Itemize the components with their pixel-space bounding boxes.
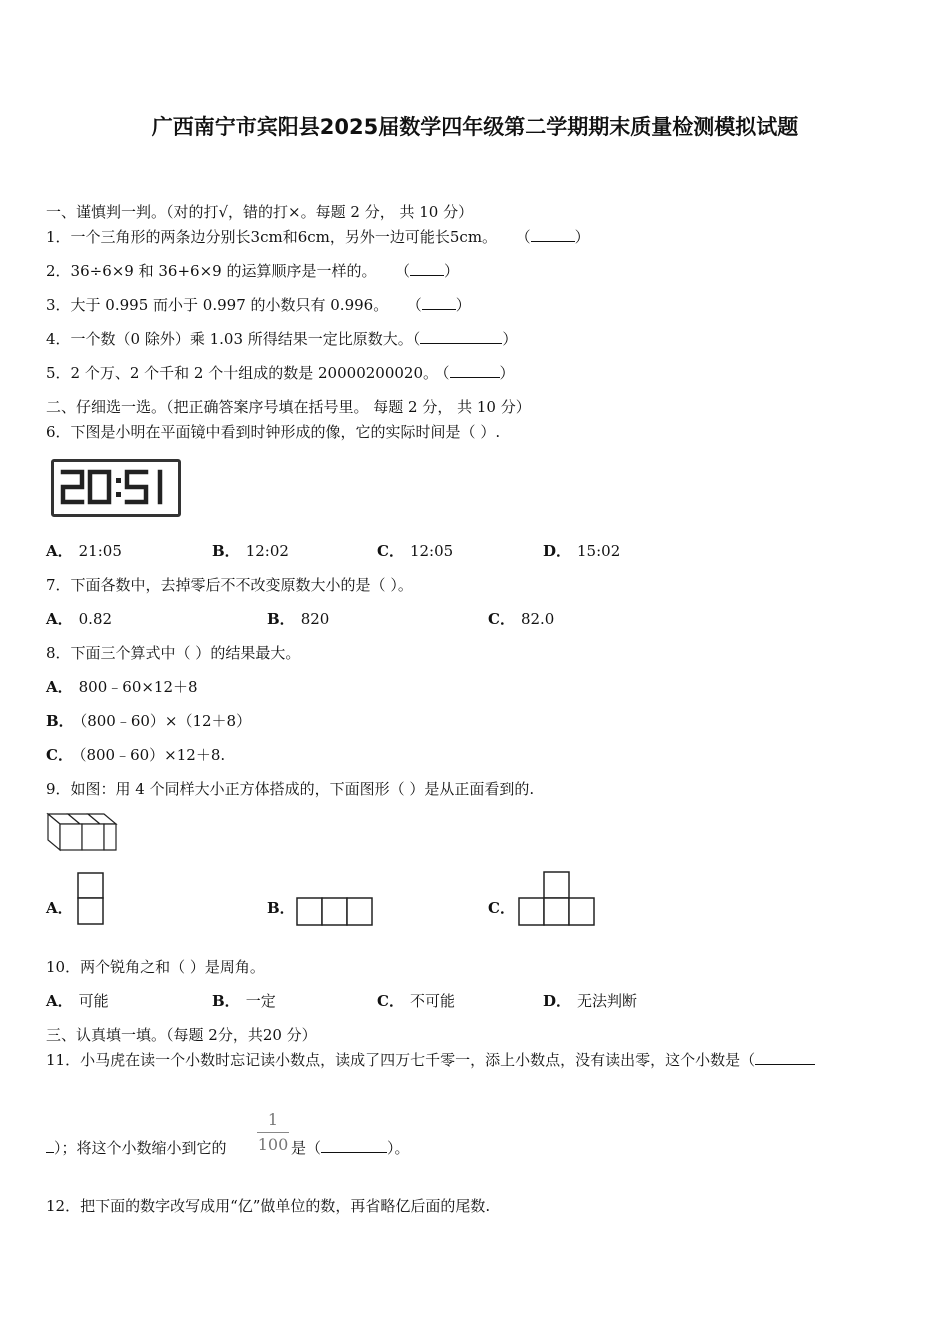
q10-option-b[interactable]: B． 一定 — [212, 992, 276, 1010]
question-1-text: 1．一个三角形的两条边分别长3cm和6cm，另外一边可能长5cm。 — [46, 228, 498, 246]
question-11-line1 — [46, 1051, 815, 1069]
q6-option-d[interactable]: D． 15:02 — [543, 542, 621, 560]
paren-left: （ — [412, 330, 421, 348]
q6-option-c[interactable]: C． 12:05 — [377, 542, 454, 560]
q9-option-b-label[interactable]: B． — [267, 899, 295, 917]
answer-blank-2[interactable] — [410, 262, 444, 276]
question-2 — [46, 262, 459, 280]
question-3 — [46, 296, 471, 314]
section-3-heading: 三、认真填一填。（每题 2分，共20 分） — [46, 1026, 317, 1044]
digit-0 — [90, 472, 109, 502]
question-10-text: 10．两个锐角之和（ ）是周角。 — [46, 958, 265, 976]
fraction-numerator: 1 — [267, 1110, 279, 1129]
question-9-text: 9．如图：用 4 个同样大小正方体搭成的，下面图形（ ）是从正面看到的. — [46, 780, 535, 798]
question-5 — [46, 364, 515, 382]
section-1-heading: 一、谨慎判一判。（对的打√，错的打×。每题 2 分， 共 10 分） — [46, 203, 474, 221]
paren-left: （ — [442, 364, 450, 382]
q7-option-b[interactable]: B． 820 — [267, 610, 330, 628]
question-8-text: 8．下面三个算式中（ ）的结果最大。 — [46, 644, 301, 662]
clock-digits-graphic — [54, 462, 178, 514]
question-11-text-a: 11．小马虎在读一个小数时忘记读小数点，读成了四万七千零一，添上小数点，没有读出零，这个小数是（ — [46, 1051, 756, 1069]
digital-clock-image — [51, 459, 181, 517]
fraction-denominator: 100 — [257, 1135, 289, 1154]
page-title: 广西南宁市宾阳县2025届数学四年级第二学期期末质量检测模拟试题 — [151, 115, 799, 139]
question-11-text-d: ）。 — [387, 1139, 410, 1157]
q7-option-c[interactable]: C． 82.0 — [488, 610, 555, 628]
answer-blank-3[interactable] — [422, 296, 456, 310]
q8-option-a[interactable]: A． 800﹣60×12＋8 — [46, 678, 198, 696]
colon-dot-top — [116, 478, 121, 483]
paren-left: （ — [523, 228, 531, 246]
question-4-text: 4．一个数（0 除外）乘 1.03 所得结果一定比原数大。 — [46, 330, 413, 348]
question-1 — [46, 228, 590, 246]
answer-blank-4[interactable] — [420, 330, 502, 344]
question-7-text: 7．下面各数中，去掉零后不不改变原数大小的是（ ）。 — [46, 576, 413, 594]
paren-left: （ — [402, 262, 410, 280]
q6-option-a[interactable]: A． 21:05 — [46, 542, 122, 560]
q8-option-b[interactable]: B． （800﹣60）×（12＋8） — [46, 712, 252, 730]
question-12-text: 12．把下面的数字改写成用“亿”做单位的数，再省略亿后面的尾数. — [46, 1197, 491, 1215]
question-4 — [46, 330, 517, 348]
question-11-text-b: ）；将这个小数缩小到它的 — [54, 1139, 227, 1157]
question-2-text: 2．36÷6×9 和 36+6×9 的运算顺序是一样的。 — [46, 262, 377, 280]
q9-option-a-figure[interactable] — [77, 872, 105, 926]
paren-right: ） — [574, 228, 590, 246]
answer-blank-11a-cont[interactable] — [46, 1139, 54, 1153]
q7-option-a[interactable]: A． 0.82 — [46, 610, 113, 628]
paren-left: （ — [414, 296, 422, 314]
q9-option-b-figure[interactable] — [296, 897, 374, 927]
paren-right: ） — [444, 262, 460, 280]
q9-option-c-label[interactable]: C． — [488, 899, 515, 917]
paren-right: ） — [455, 296, 471, 314]
q10-option-c[interactable]: C． 不可能 — [377, 992, 455, 1010]
question-11-line2-end — [291, 1139, 410, 1157]
section-2-heading: 二、仔细选一选。（把正确答案序号填在括号里。 每题 2 分， 共 10 分） — [46, 398, 531, 416]
fraction-one-hundredth — [257, 1110, 289, 1155]
question-11-text-c: 是（ — [291, 1139, 322, 1157]
digit-5 — [127, 472, 146, 502]
q9-option-a-label[interactable]: A． — [46, 899, 73, 917]
q6-option-b[interactable]: B． 12:02 — [212, 542, 289, 560]
q9-option-c-figure[interactable] — [517, 871, 597, 927]
answer-blank-1[interactable] — [531, 228, 575, 242]
q8-option-c[interactable]: C． （800﹣60）×12＋8. — [46, 746, 226, 764]
q10-option-d[interactable]: D． 无法判断 — [543, 992, 638, 1010]
question-5-text: 5．2 个万、2 个千和 2 个十组成的数是 20000200020。 — [46, 364, 438, 382]
paren-right: ） — [502, 330, 518, 348]
fraction-bar — [257, 1132, 289, 1133]
question-6-text: 6．下图是小明在平面镜中看到时钟形成的像，它的实际时间是（ ）. — [46, 423, 501, 441]
answer-blank-11a[interactable] — [755, 1051, 815, 1065]
cube-stack-figure — [46, 810, 120, 856]
q10-option-a[interactable]: A． 可能 — [46, 992, 109, 1010]
question-11-line2 — [46, 1139, 227, 1157]
paren-right: ） — [499, 364, 515, 382]
answer-blank-11b[interactable] — [321, 1139, 387, 1153]
question-3-text: 3．大于 0.995 而小于 0.997 的小数只有 0.996。 — [46, 296, 389, 314]
answer-blank-5[interactable] — [450, 364, 500, 378]
colon-dot-bottom — [116, 492, 121, 497]
digit-2 — [63, 472, 82, 502]
